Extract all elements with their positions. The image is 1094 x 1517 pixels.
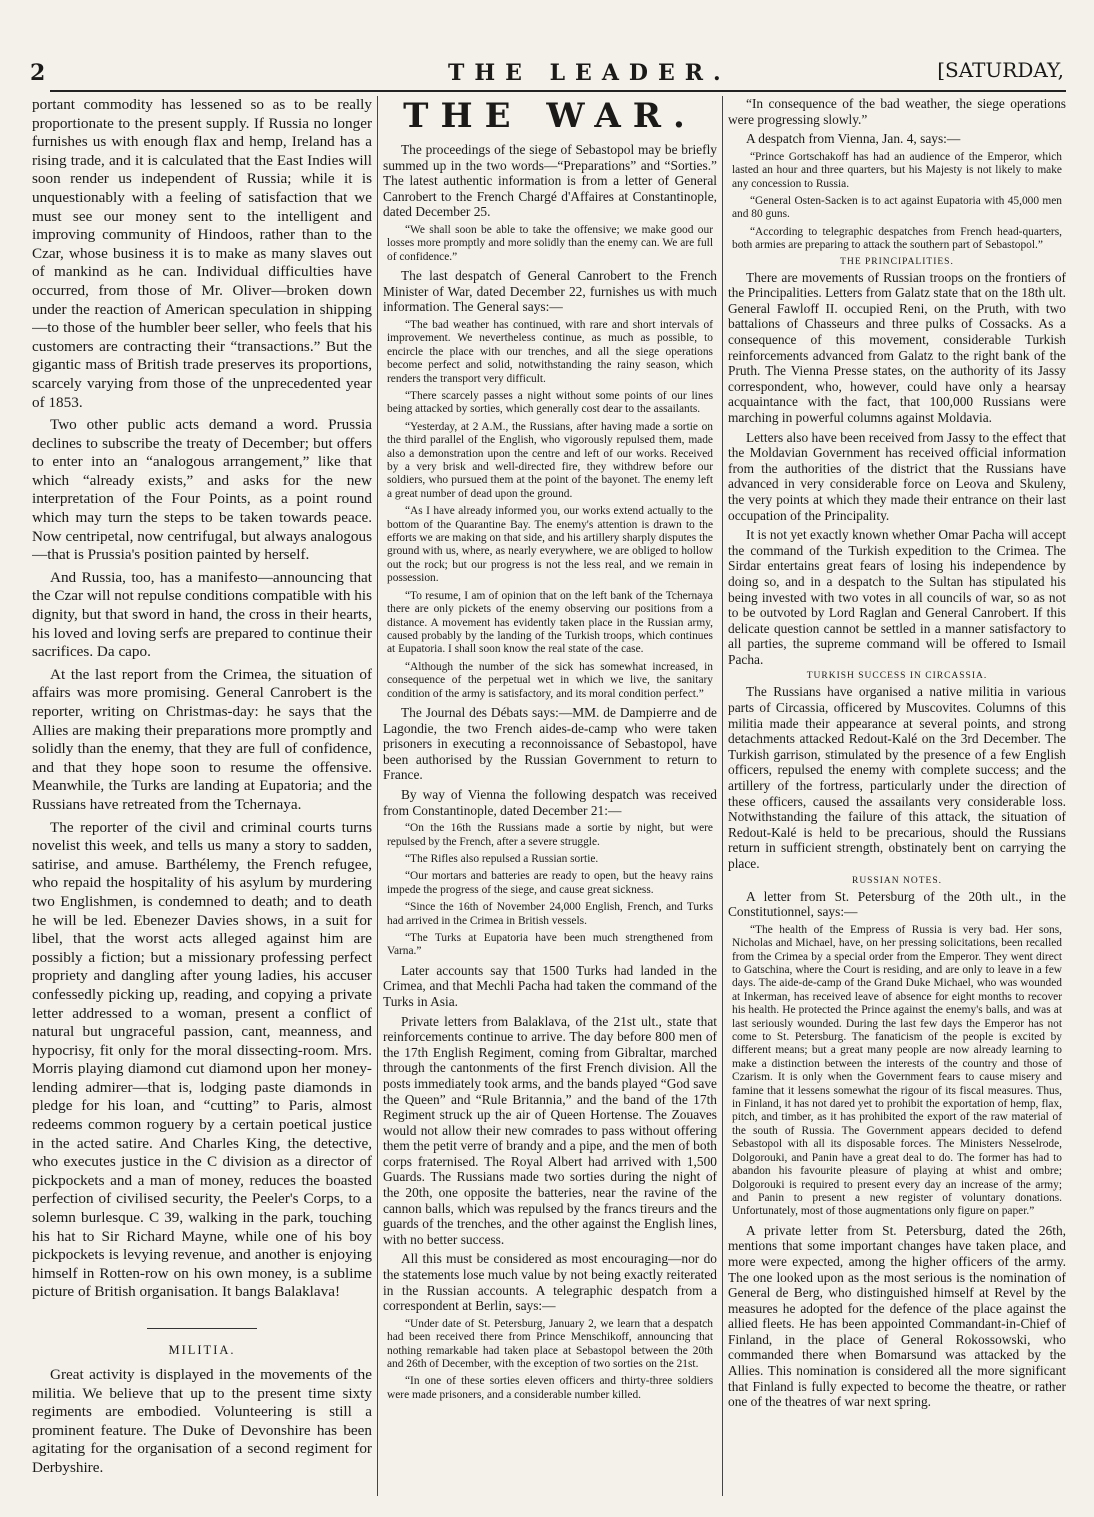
section-heading: MILITIA. — [168, 1343, 236, 1357]
column-2 — [383, 96, 717, 1501]
quoted-paragraph: “On the 16th the Russians made a sortie by night, but were repulsed by the French, after a severe struggle. — [387, 822, 713, 848]
article-paragraph: The proceedings of the siege of Sebastopol may be briefly summed up in the two words—“Preparations” and “Sorties.” The latest authentic information is from a letter of General Canrobert to the French Chargé d'Affaires at Constantinople, dated December 25. — [383, 142, 717, 220]
article-paragraph: Great activity is displayed in the movements of the militia. We believe that up to the present time sixty regiments are embodied. Volunteering is still a prominent feature. The Duke of Devonshire has been agitating for the organisation of a second regiment for Derbyshire. — [32, 1366, 372, 1476]
article-paragraph: By way of Vienna the following despatch was received from Constantinople, dated December 21:— — [383, 786, 717, 818]
column-divider — [722, 96, 723, 1496]
article-paragraph: “In consequence of the bad weather, the siege operations were progressing slowly.” — [728, 96, 1066, 127]
quoted-paragraph: “The bad weather has continued, with rare and short intervals of improvement. We nevertheless continue, as much as possible, to encircle the place with our trenches, and all the siege operations become perfect and solid, notwithstanding the rainy season, which renders the transport very difficult. — [387, 318, 713, 385]
quoted-paragraph: “As I have already informed you, our works extend actually to the bottom of the Quarantine Bay. The enemy's attention is drawn to the efforts we are making on that side, and his artillery sharply disputes the ground with us, where, as nearly everywhere, we are obliged to hollow out the rock; but our progress is not the less real, and we remain in possession. — [387, 505, 713, 585]
quoted-paragraph: “We shall soon be able to take the offensive; we make good our losses more promptly and more solidly than the enemy can. We are full of confidence.” — [387, 223, 713, 263]
quoted-paragraph: “The health of the Empress of Russia is very bad. Her sons, Nicholas and Michael, have, on her pressing solicitations, been recalled from the Crimea by a special order from the Emperor. They went direct to Gatschina, where the Court is residing, and are only to leave in a few days. The aide-de-camp of the Grand Duke Michael, who was wounded at Inkerman, has received leave of absence for eight months to recover his health. He protected the Prince against the enemy's balls, and was at last seriously wounded. During the last few days the Emperor has not come to St. Petersburg. The fanaticism of the people is excited by different means; but a great many people are now already learning to make a distinction between the interests of the country and those of Czarism. It is only when the Government fears to cause misery and famine that it lessens somewhat the rigour of its fiscal measures. Thus, in Finland, it has not dared yet to prohibit the exportation of hemp, flax, pitch, and timber, as it has prohibited the export of the raw material of the south of Russia. The Government appears decided to defend Sebastopol with all its disposable forces. The Ministers Nesselrode, Dolgorouki, and Panin have a great deal to do. The former has had to abandon his favourite pleasure of playing at whist and ombre; Dolgorouki is required to present every day an increase of the army; and Panin to present a new register of voluntary donations. Unfortunately, most of those augmentations only figure on paper.” — [732, 923, 1062, 1218]
article-paragraph: There are movements of Russian troops on the frontiers of the Principalities. Letters from Galatz state that on the 18th ult. General Fawloff II. occupied Reni, on the Pruth, with two battalions of Chasseurs and three pulks of Cossacks. As a consequence of this movement, considerable Turkish reinforcements advanced from Galatz to the right bank of the Pruth. The Vienna Presse states, on the authority of its Jassy correspondent, who, however, could have only a hearsay acquaintance with the fact, that 100,000 Russians were marching in powerful columns against Moldavia. — [728, 269, 1066, 425]
quoted-paragraph: “There scarcely passes a night without some points of our lines being attacked by sorties, which generally cost dear to the assailants. — [387, 390, 713, 416]
article-paragraph: Private letters from Balaklava, of the 21st ult., state that reinforcements continue to arrive. The day before 800 men of the 17th English Regiment, coming from Gibraltar, marched through the cantonments of the first French division. All the posts immediately took arms, and the bands played “God save the Queen” and “Rule Britannia,” and the band of the 17th Regiment struck up the air of Queen Hortense. The Zouaves would not allow their new comrades to pass without offering them the petit verre of brandy and a pipe, and the men of both corps fraternised. The Royal Albert had arrived with 1,500 Guards. The Russians made two sorties during the night of the 20th, one opposite the batteries, near the ravine of the cannon balls, which was repulsed by the francs tireurs and the guards of the trenches, and the other against the English lines, with no better success. — [383, 1013, 717, 1247]
quoted-paragraph: “The Rifles also repulsed a Russian sortie. — [405, 852, 599, 865]
quoted-paragraph: “In one of these sorties eleven officers and thirty-three soldiers were made prisoners, and a considerable number killed. — [387, 1375, 713, 1401]
page-number: 2 — [30, 60, 46, 86]
quoted-paragraph: “Yesterday, at 2 A.M., the Russians, after having made a sortie on the third parallel of the English, who vigorously repulsed them, made also a demonstration upon the centre and left of our works. Received by a very brisk and well-directed fire, they withdrew before our soldiers, who pursued them at the point of the bayonet. The enemy left a great number of dead upon the ground. — [387, 420, 713, 500]
article-paragraph: It is not yet exactly known whether Omar Pacha will accept the command of the Turkish expedition to the Crimea. The Sirdar entertains great fears of losing his independence by doing so, and in a despatch to the Sultan has stipulated his being invested with two votes in all councils of war, so as not to be outvoted by Lord Raglan and General Canrobert. If this delicate question cannot be settled in a manner satisfactory to all parties, the supreme command will be offered to Ismail Pacha. — [728, 527, 1066, 667]
column-3 — [728, 96, 1066, 1501]
quoted-paragraph: “Although the number of the sick has somewhat increased, in consequence of the perpetual wet in which we live, the sanitary condition of the army is satisfactory, and its moral condition perfect.” — [387, 660, 713, 700]
article-paragraph: Letters also have been received from Jassy to the effect that the Moldavian Government has received official information from the authorities of the district that the Russians have advanced in very considerable force on Leova and Skuleny, the very points at which they made their entrance on their last occupation of the Principality. — [728, 429, 1066, 523]
article-paragraph: Later accounts say that 1500 Turks had landed in the Crimea, and that Mechli Pacha had taken the command of the Turks in Asia. — [383, 962, 717, 1009]
quoted-paragraph: “Under date of St. Petersburg, January 2, we learn that a despatch had been received there from Prince Menschikoff, announcing that nothing remarkable had taken place at Sebastopol between the 20th and 26th of December, with the exception of two sorties on the 21st. — [387, 1317, 713, 1371]
article-paragraph: And Russia, too, has a manifesto—announcing that the Czar will not repulse conditions compatible with his dignity, but that sword in hand, the cross in their hearts, his loved and loving serfs are prepared to continue their sacrifices. Da capo. — [32, 568, 372, 661]
masthead — [28, 52, 1068, 92]
issue-day: [SATURDAY, — [937, 58, 1064, 82]
article-paragraph: At the last report from the Crimea, the situation of affairs was more promising. General Canrobert is the reporter, writing on Christmas-day: he says that the Allies are making their preparations more promptly and solidly than the enemy, that they are full of confidence, and that they hope soon to resume the offensive. Meanwhile, the Turks are landing at Eupatoria; and the Russians have retreated from the Tchernaya. — [32, 665, 372, 813]
section-divider — [147, 1328, 257, 1329]
quoted-paragraph: “Prince Gortschakoff has had an audience of the Emperor, which lasted an hour and three quarters, but his Majesty is not likely to make any concession to Russia. — [732, 150, 1062, 190]
quoted-paragraph: “General Osten-Sacken is to act against Eupatoria with 45,000 men and 80 guns. — [732, 195, 1062, 221]
subsection-heading: TURKISH SUCCESS IN CIRCASSIA. — [806, 671, 988, 682]
quoted-paragraph: “Our mortars and batteries are ready to open, but the heavy rains impede the progress of the siege, and cause great sickness. — [387, 870, 713, 896]
newspaper-title: THE LEADER. — [448, 60, 731, 86]
article-paragraph: The Journal des Débats says:—MM. de Dampierre and de Lagondie, the two French aides-de-camp who were taken prisoners in executing a reconnoissance of Sebastopol, have been authorised by the Russian Government to return to France. — [383, 704, 717, 783]
masthead-rule — [50, 90, 1066, 92]
article-paragraph: The Russians have organised a native militia in various parts of Circassia, officered by Muscovites. Columns of this militia made their appearance at several points, and strong detachments attacked Redout-Kalé on the 3rd December. The Turkish garrison, stimulated by the presence of a few English officers, repulsed the enemy with complete success; and the artillery of the fortress, particularly under the direction of these officers, caused the assailants very considerable loss. Notwithstanding the failure of this attack, the situation of Redout-Kalé is held to be precarious, should the Russians return in sufficient strength, obstinately bent on carrying the place. — [728, 684, 1066, 871]
column-divider — [377, 96, 378, 1496]
article-paragraph: The last despatch of General Canrobert to the French Minister of War, dated December 22, furnishes us with much information. The General says:— — [383, 268, 717, 315]
article-paragraph: The reporter of the civil and criminal courts turns novelist this week, and tells us many a story to sadden, satirise, and amuse. Barthélemy, the French refugee, who repaid the hospitality of his asylum by murdering two Englishmen, is condemned to death; and to death he will be led. Ebenezer Davies shows, in a suit for libel, that the worst acts alleged against him are possibly a fiction; but a missionary professing perfect propriety and dangling after young ladies, his accuser confessedly picking up, reading, and copying a private letter addressed to a woman, present a conflict of natural but ungraceful passion, cant, meanness, and hypocrisy, fit only for the moral dissecting-room. Mrs. Morris playing diamond cut diamond upon her money-lending admirer—that is, lodging paste diamonds in pledge for his loan, and “cutting” to Paris, almost redeems common roguery by a certain poetical justice in the acted satire. And Charles King, the detective, who executes justice in the C division as a director of pickpockets and a man of money, reduces the boasted perfection of civilised security, the Peeler's Corps, to a solemn burlesque. C 39, walking in the park, touching his hat to Sir Richard Mayne, while one of his boy pickpockets is levying revenue, and another is enjoying himself in Rotten-row on his own money, is a sublime picture of British organisation. It bangs Balaklava! — [32, 818, 372, 1301]
quoted-paragraph: “Since the 16th of November 24,000 English, French, and Turks had arrived in the Crimea in British vessels. — [387, 901, 713, 927]
column-1 — [32, 96, 372, 1501]
article-paragraph: A despatch from Vienna, Jan. 4, says:— — [746, 131, 961, 147]
quoted-paragraph: “The Turks at Eupatoria have been much strengthened from Varna.” — [387, 931, 713, 958]
quoted-paragraph: “According to telegraphic despatches from French head-quarters, both armies are preparing to attack the southern part of Sebastopol.” — [732, 225, 1062, 252]
article-headline: THE WAR. — [403, 96, 697, 136]
article-paragraph: A private letter from St. Petersburg, dated the 26th, mentions that some important changes have taken place, and more were expected, among the higher officers of the army. The one looked upon as the most serious is the nomination of General de Berg, who distinguished himself at Revel by the measures he adopted for the defence of the place against the allied fleets. He has been appointed Commandant-in-Chief of Finland, in the place of General Rokossowski, who commanded there when Bomarsund was attacked by the Allies. This nomination is considered all the more significant that Finland is fully expected to become the theatre, or rather one of the theatres of war next spring. — [728, 1222, 1066, 1410]
article-paragraph: Two other public acts demand a word. Prussia declines to subscribe the treaty of December; but offers to enter into an “analogous arrangement,” like that which “already exists,” and asks for the new interpretation of the Four Points, as a point round which may turn the steps to be taken towards peace. Now centripetal, now centrifugal, but always analogous—that is Prussia's position painted by herself. — [32, 416, 372, 564]
article-paragraph: portant commodity has lessened so as to be really proportionate to the present supply. If Russia no longer furnishes us with enough flax and hemp, Ireland has a rising trade, and it is calculated that the East Indies will soon render us independent of Russia; while it is unquestionably with a feeling of satisfaction that we must see our money sent to the intelligent and improving community of Hindoos, rather than to the Czar, whose business it is to make as many slaves out of mankind as he can. Individual difficulties have occurred, from those of Mr. Oliver—broken down under the reaction of American speculation in shipping—to those of the humbler beer seller, who feels that his customers are contracting their “transactions.” But the gigantic mass of British trade preserves its proportions, scarcely varying from those of the unprecedented year of 1853. — [32, 96, 372, 411]
article-paragraph: All this must be considered as most encouraging—nor do the statements lose much value by not being exactly reiterated in the Russian accounts. A telegraphic despatch from a correspondent at Berlin, says:— — [383, 1251, 717, 1314]
subsection-heading: RUSSIAN NOTES. — [851, 875, 942, 886]
subsection-heading: THE PRINCIPALITIES. — [840, 256, 954, 267]
quoted-paragraph: “To resume, I am of opinion that on the left bank of the Tchernaya there are only pickets of the enemy observing our positions from a distance. A movement has evidently taken place in the Russian army, caused probably by the landing of the Turkish troops, which continues at Eupatoria. I shall soon know the real state of the case. — [387, 589, 713, 656]
article-paragraph: A letter from St. Petersburg of the 20th ult., in the Constitutionnel, says:— — [728, 888, 1066, 920]
